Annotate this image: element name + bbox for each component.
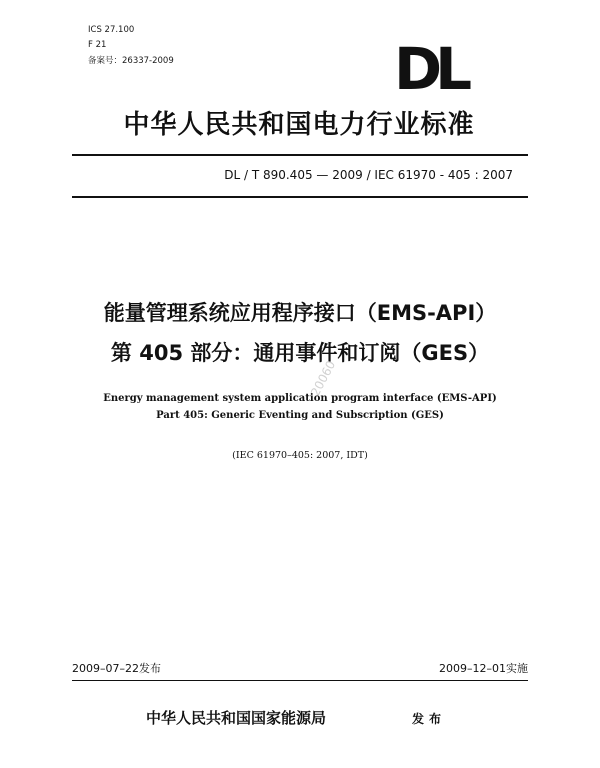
standard-number: DL / T 890.405 — 2009 / IEC 61970 - 405 : 2007 <box>224 168 513 182</box>
number-divider <box>72 196 528 198</box>
chinese-title-line-1: 能量管理系统应用程序接口（EMS-API） <box>103 301 497 325</box>
header-divider <box>72 154 528 156</box>
issue-date: 2009–07–22发布 <box>72 662 161 675</box>
ccs-code: F 21 <box>88 40 107 50</box>
publisher-name: 中华人民共和国国家能源局 <box>146 709 327 727</box>
ics-code: ICS 27.100 <box>88 25 135 35</box>
watermark-text: 20060 <box>308 358 339 399</box>
iec-equivalence: (IEC 61970–405: 2007, IDT) <box>232 450 368 461</box>
issued-label: 发布 <box>412 712 447 726</box>
english-title-line-2: Part 405: Generic Eventing and Subscription (GES) <box>156 410 444 421</box>
standard-category-title: 中华人民共和国电力行业标准 <box>123 110 475 140</box>
footer-divider <box>72 680 528 681</box>
filing-number: 备案号：26337-2009 <box>88 56 174 66</box>
implementation-date: 2009–12–01实施 <box>439 662 528 675</box>
english-title-line-1: Energy management system application program interface (EMS-API) <box>103 393 497 404</box>
chinese-title-line-2: 第 405 部分：通用事件和订阅（GES） <box>110 341 490 365</box>
dl-logo: DL <box>394 35 466 103</box>
